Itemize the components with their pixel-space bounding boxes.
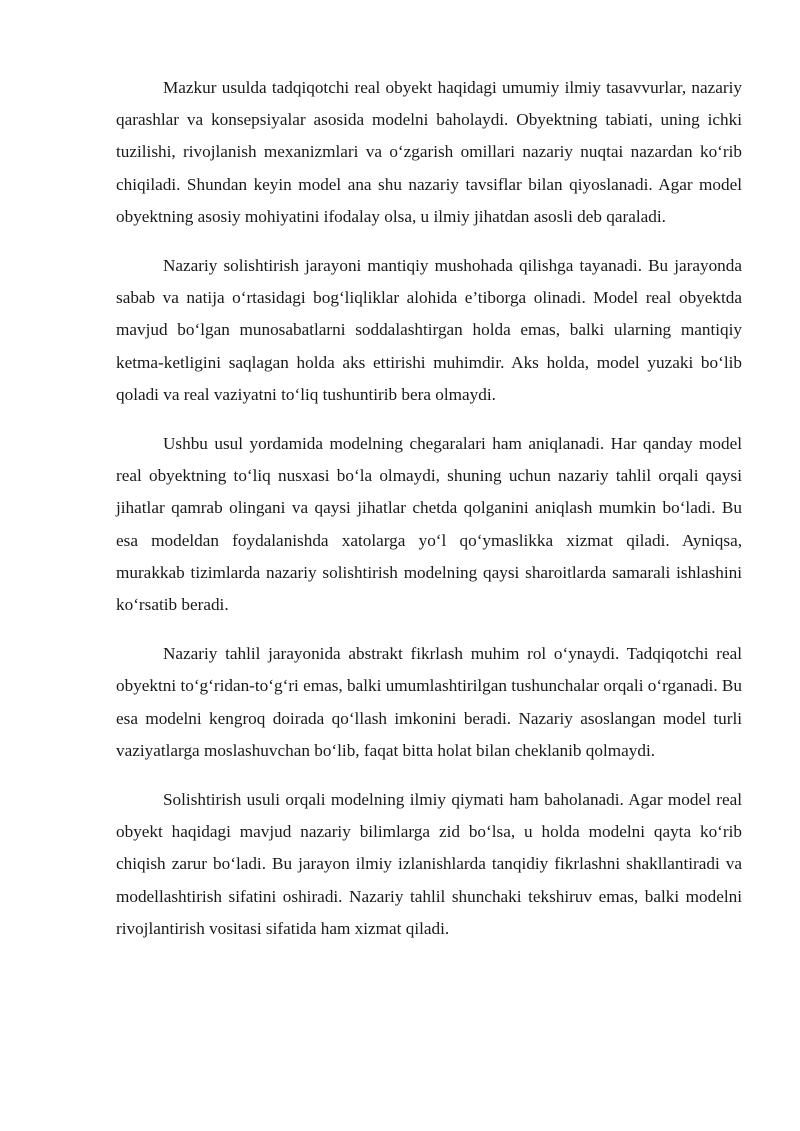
- paragraph-5: Solishtirish usuli orqali modelning ilmiy qiymati ham baholanadi. Agar model real obyekt haqidagi mavjud nazariy bilimlarga zid bo‘lsa, u holda modelni qayta ko‘rib chiqish zarur bo‘ladi. Bu jarayon ilmiy izlanishlarda tanqidiy fikrlashni shakllantiradi va modellashtirish sifatini oshiradi. Nazariy tahlil shunchaki tekshiruv emas, balki modelni rivojlantirish vositasi sifatida ham xizmat qiladi.: [116, 790, 742, 938]
- document-page: [116, 72, 742, 962]
- paragraph-3: Ushbu usul yordamida modelning chegaralari ham aniqlanadi. Har qanday model real obyektning to‘liq nusxasi bo‘la olmaydi, shuning uchun nazariy tahlil orqali qaysi jihatlar qamrab olingani va qaysi jihatlar chetda qolganini aniqlash mumkin bo‘ladi. Bu esa modeldan foydalanishda xatolarga yo‘l qo‘ymaslikka xizmat qiladi. Ayniqsa, murakkab tizimlarda nazariy solishtirish modelning qaysi sharoitlarda samarali ishlashini ko‘rsatib beradi.: [116, 434, 742, 615]
- paragraph-1: Mazkur usulda tadqiqotchi real obyekt haqidagi umumiy ilmiy tasavvurlar, nazariy qarashlar va konsepsiyalar asosida modelni baholaydi. Obyektning tabiati, uning ichki tuzilishi, rivojlanish mexanizmlari va o‘zgarish omillari nazariy nuqtai nazardan ko‘rib chiqiladi. Shundan keyin model ana shu nazariy tavsiflar bilan qiyoslanadi. Agar model obyektning asosiy mohiyatini ifodalay olsa, u ilmiy jihatdan asosli deb qaraladi.: [116, 78, 742, 226]
- paragraph-4: Nazariy tahlil jarayonida abstrakt fikrlash muhim rol o‘ynaydi. Tadqiqotchi real obyektni to‘g‘ridan-to‘g‘ri emas, balki umumlashtirilgan tushunchalar orqali o‘rganadi. Bu esa modelni kengroq doirada qo‘llash imkonini beradi. Nazariy asoslangan model turli vaziyatlarga moslashuvchan bo‘lib, faqat bitta holat bilan cheklanib qolmaydi.: [116, 644, 742, 760]
- paragraph-2: Nazariy solishtirish jarayoni mantiqiy mushohada qilishga tayanadi. Bu jarayonda sabab va natija o‘rtasidagi bog‘liqliklar alohida e’tiborga olinadi. Model real obyektda mavjud bo‘lgan munosabatlarni soddalashtirgan holda emas, balki ularning mantiqiy ketma-ketligini saqlagan holda aks ettirishi muhimdir. Aks holda, model yuzaki bo‘lib qoladi va real vaziyatni to‘liq tushuntirib bera olmaydi.: [116, 256, 742, 404]
